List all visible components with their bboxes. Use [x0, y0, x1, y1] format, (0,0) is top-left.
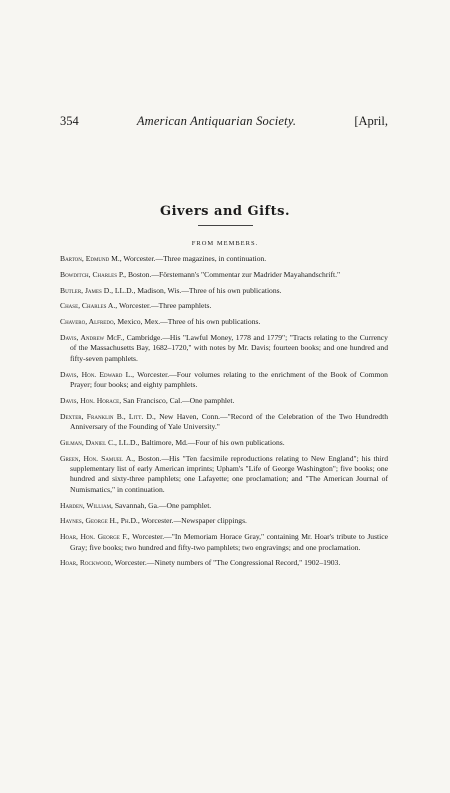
gift-entry [60, 333, 388, 364]
gift-entry [60, 454, 388, 496]
gift-description: Boston.—His "Ten facsimile reproductions relating to New England"; his third supplementary list of early American imprints; Upham's "Life of George Washington"; five books; one hundred and sixty-three pamphlets; one Lafayette; one proclamation; and "The American Journal of Numismatics," in continuation. [70, 453, 388, 494]
donor-name: Chase, Charles A., [60, 301, 118, 311]
donor-name: Hoar, Rockwood, [60, 558, 113, 568]
gift-description: Cambridge.—His "Lawful Money, 1778 and 1779"; "Tracts relating to the Currency of the Massachusetts Bay, 1682–1720," with notes by Mr. Davis; fourteen books; and one hundred and fifty-seven pamphlets. [70, 332, 388, 363]
gift-entry [60, 370, 388, 391]
donor-name: Davis, Hon. Edward L., [60, 369, 135, 379]
section-title: Givers and Gifts. [159, 204, 291, 219]
gift-description: Worcester.—"In Memoriam Horace Gray," containing Mr. Hoar's tribute to Justice Gray; five books; two hundred and fifty-two pamphlets; two engravings; and one proclamation. [70, 532, 388, 552]
donor-name: Harden, William, [60, 500, 113, 510]
gift-description: San Francisco, Cal.—One pamphlet. [121, 395, 235, 405]
gift-entry [60, 396, 388, 406]
gift-description: New Haven, Conn.—"Record of the Celebration of the Two Hundredth Anniversary of the Founding of Yale University." [70, 411, 388, 431]
gift-entry [60, 558, 388, 568]
donor-name: Dexter, Franklin B., Litt. D., [60, 411, 156, 421]
gift-description: Baltimore, Md.—Four of his own publications. [139, 437, 285, 447]
gift-description: Savannah, Ga.—One pamphlet. [112, 500, 212, 510]
gift-description: Worcester.—Ninety numbers of "The Congressional Record," 1902–1903. [112, 558, 341, 568]
running-head [60, 114, 388, 129]
donor-name: Haynes, George H., Ph.D., [60, 516, 140, 526]
gift-entry [60, 301, 388, 311]
gift-entry [60, 286, 388, 296]
gift-description: Mexico, Mex.—Three of his own publications. [115, 317, 261, 327]
gift-description: Boston.—Förstemann's "Commentar zur Madrider Mayahandschrift." [126, 269, 341, 279]
gift-entry [60, 516, 388, 526]
gift-entry [60, 270, 388, 280]
gift-entry [60, 501, 388, 511]
donor-name: Davis, Andrew McF., [60, 332, 125, 342]
gift-description: Worcester.—Newspaper clippings. [139, 516, 247, 526]
section-rule [198, 225, 253, 226]
gift-entry [60, 254, 388, 264]
gift-description: Worcester.—Three pamphlets. [117, 301, 212, 311]
section-subhead: FROM MEMBERS. [191, 240, 259, 247]
donor-name: Gilman, Daniel C., LL.D., [60, 437, 140, 447]
journal-title: American Antiquarian Society. [136, 114, 297, 128]
donor-name: Bowditch, Charles P., [60, 269, 127, 279]
issue-month: [April, [354, 114, 388, 128]
page-number: 354 [60, 114, 79, 128]
gift-list [60, 254, 388, 574]
gift-description: Worcester.—Four volumes relating to the enrichment of the Book of Common Prayer; four books; and eighty pamphlets. [70, 369, 388, 389]
gift-description: Worcester.—Three magazines, in continuation. [121, 254, 267, 263]
gift-entry [60, 532, 388, 553]
donor-name: Davis, Hon. Horace, [60, 395, 122, 405]
gift-entry [60, 412, 388, 433]
gift-description: Madison, Wis.—Three of his own publications. [135, 285, 282, 295]
gift-entry [60, 438, 388, 448]
donor-name: Green, Hon. Samuel A., [60, 453, 135, 463]
donor-name: Barton, Edmund M., [60, 254, 122, 263]
gift-entry [60, 317, 388, 327]
donor-name: Butler, James D., LL.D., [60, 285, 136, 295]
donor-name: Hoar, Hon. George F., [60, 532, 130, 542]
donor-name: Chavero, Alfredo, [60, 317, 116, 327]
